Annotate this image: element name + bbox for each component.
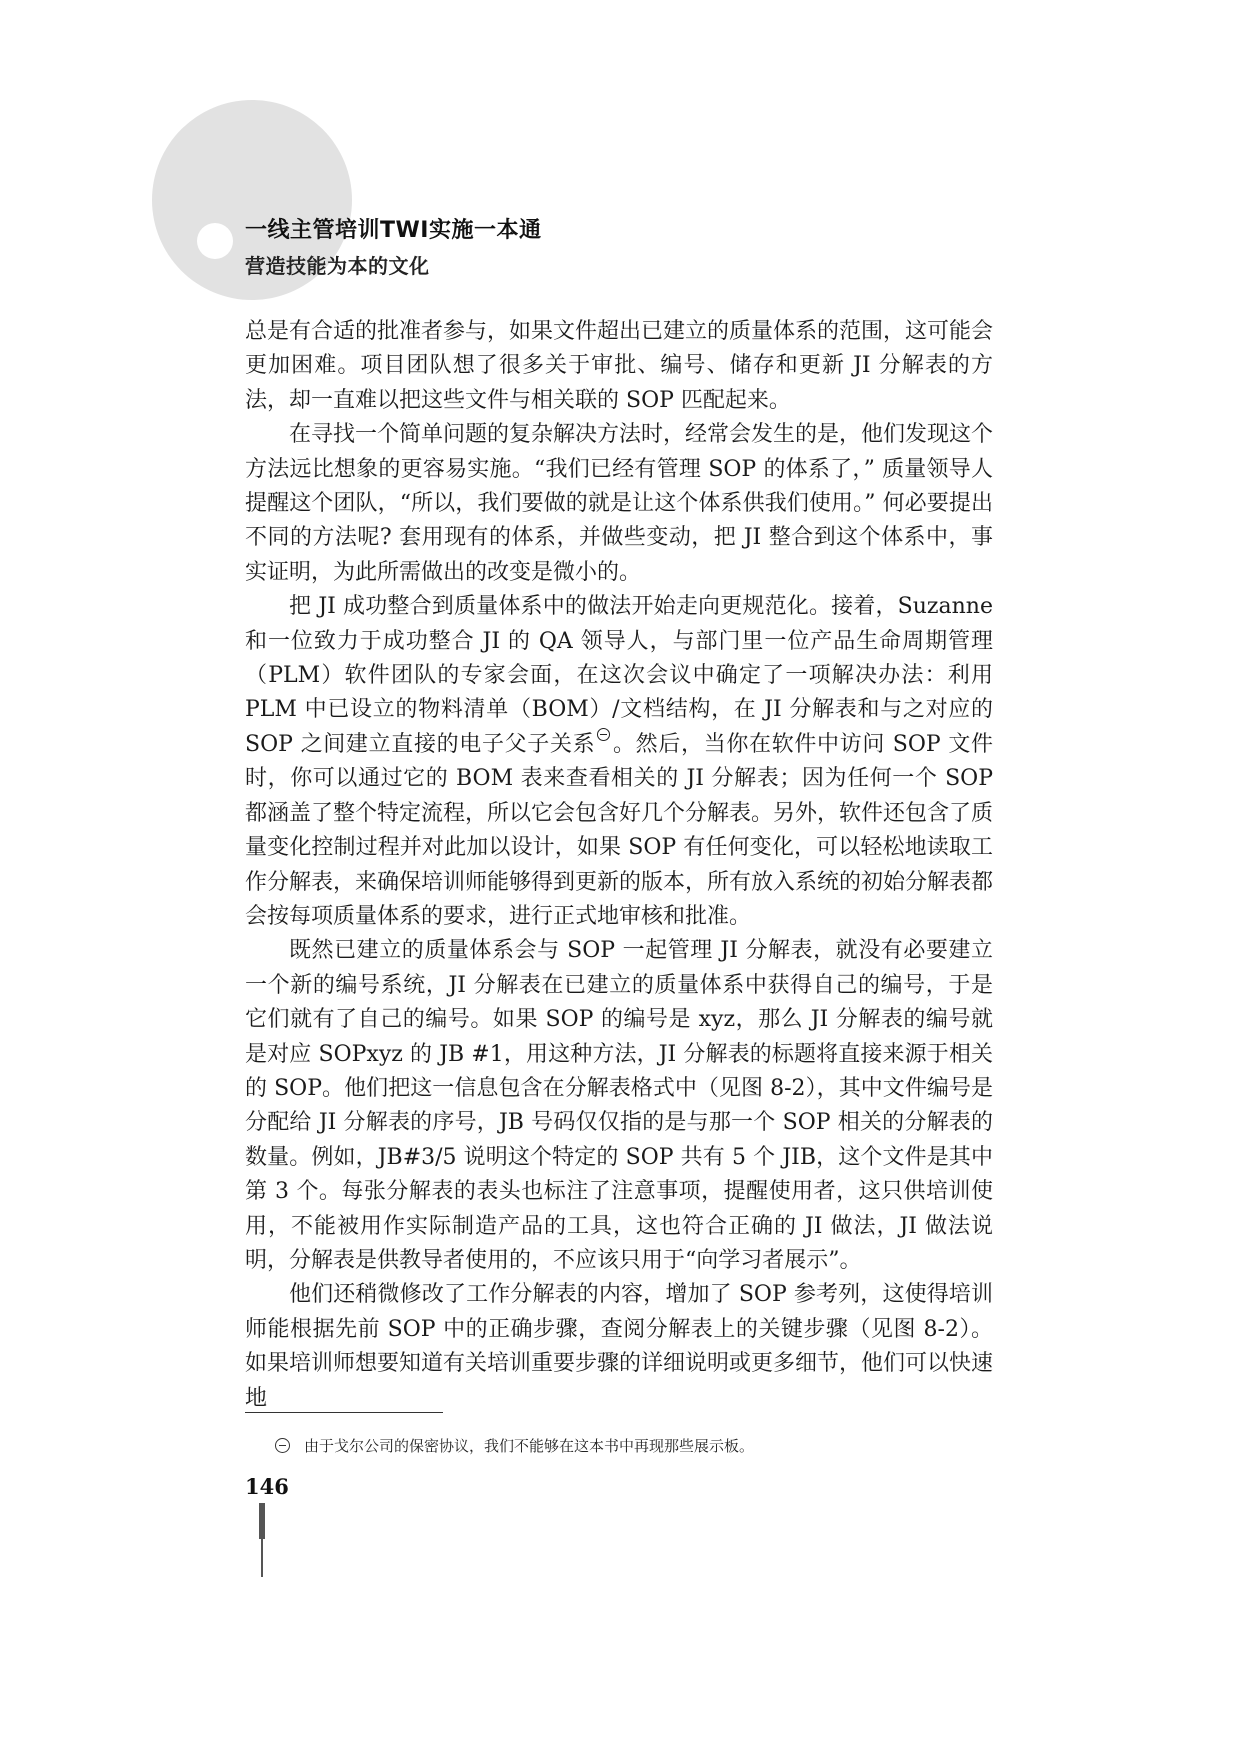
footnote-marker-icon [275, 1438, 290, 1453]
paragraph-3-part-1: 把 JI 成功整合到质量体系中的做法开始走向更规范化。接着，Suzanne 和一位致力于成功整合 JI 的 QA 领导人，与部门里一位产品生命周期管理（PLM）软件团队的专家会面，在这次会议中确定了一项解决办法：利用 PLM 中已设立的物料清单（BOM）/文档结构，在 JI 分解表和与之对应的 SOP 之间建立直接的电子父子关系 [245, 594, 993, 757]
paragraph-5: 他们还稍微修改了工作分解表的内容，增加了 SOP 参考列，这使得培训师能根据先前 SOP 中的正确步骤，查阅分解表上的关键步骤（见图 8-2）。如果培训师想要知道有关培训重要步骤的详细说明或更多细节，他们可以快速地 [245, 1282, 994, 1411]
page-marker-bar [259, 1503, 265, 1539]
page-number: 146 [245, 1474, 289, 1499]
header-inner-circle [197, 223, 233, 259]
paragraph-4: 既然已建立的质量体系会与 SOP 一起管理 JI 分解表，就没有必要建立一个新的编号系统，JI 分解表在已建立的质量体系中获得自己的编号，于是它们就有了自己的编号。如果 SOP 的编号是 xyz，那么 JI 分解表的编号就是对应 SOPxyz 的 JB #1，用这种方法，JI 分解表的标题将直接来源于相关的 SOP。他们把这一信息包含在分解表格式中（见图 8-2），其中文件编号是分配给 JI 分解表的序号，JB 号码仅仅指的是与那一个 SOP 相关的分解表的数量。例如，JB#3/5 说明这个特定的 SOP 共有 5 个 JIB，这个文件是其中第 3 个。每张分解表的表头也标注了注意事项，提醒使用者，这只供培训使用，不能被用作实际制造产品的工具，这也符合正确的 JI 做法，JI 做法说明，分解表是供教导者使用的，不应该只用于“向学习者展示”。 [245, 938, 993, 1273]
page-marker-line [261, 1539, 263, 1577]
paragraph-1: 总是有合适的批准者参与，如果文件超出已建立的质量体系的范围，这可能会更加困难。项目团队想了很多关于审批、编号、储存和更新 JI 分解表的方法，却一直难以把这些文件与相关联的 SOP 匹配起来。 [245, 319, 994, 413]
book-title: 一线主管培训TWI实施一本通 [245, 218, 542, 243]
footnote-text: 由于戈尔公司的保密协议，我们不能够在这本书中再现那些展示板。 [304, 1437, 755, 1455]
body-text [245, 315, 993, 1416]
footnote-divider [245, 1412, 443, 1413]
footnote-reference-icon [597, 728, 610, 741]
footnote [275, 1436, 975, 1456]
paragraph-2: 在寻找一个简单问题的复杂解决方法时，经常会发生的是，他们发现这个方法远比想象的更容易实施。“我们已经有管理 SOP 的体系了，” 质量领导人提醒这个团队，“所以，我们要做的就是让这个体系供我们使用。” 何必要提出不同的方法呢? 套用现有的体系，并做些变动，把 JI 整合到这个体系中，事实证明，为此所需做出的改变是微小的。 [245, 422, 994, 585]
book-subtitle: 营造技能为本的文化 [245, 254, 430, 278]
paragraph-3-part-2: 。然后，当你在软件中访问 SOP 文件时，你可以通过它的 BOM 表来查看相关的 JI 分解表；因为任何一个 SOP 都涵盖了整个特定流程，所以它会包含好几个分解表。另外，软件还包含了质量变化控制过程并对此加以设计，如果 SOP 有任何变化，可以轻松地读取工作分解表，来确保培训师能够得到更新的版本，所有放入系统的初始分解表都会按每项质量体系的要求，进行正式地审核和批准。 [245, 731, 994, 929]
paragraph-3 [245, 590, 993, 934]
